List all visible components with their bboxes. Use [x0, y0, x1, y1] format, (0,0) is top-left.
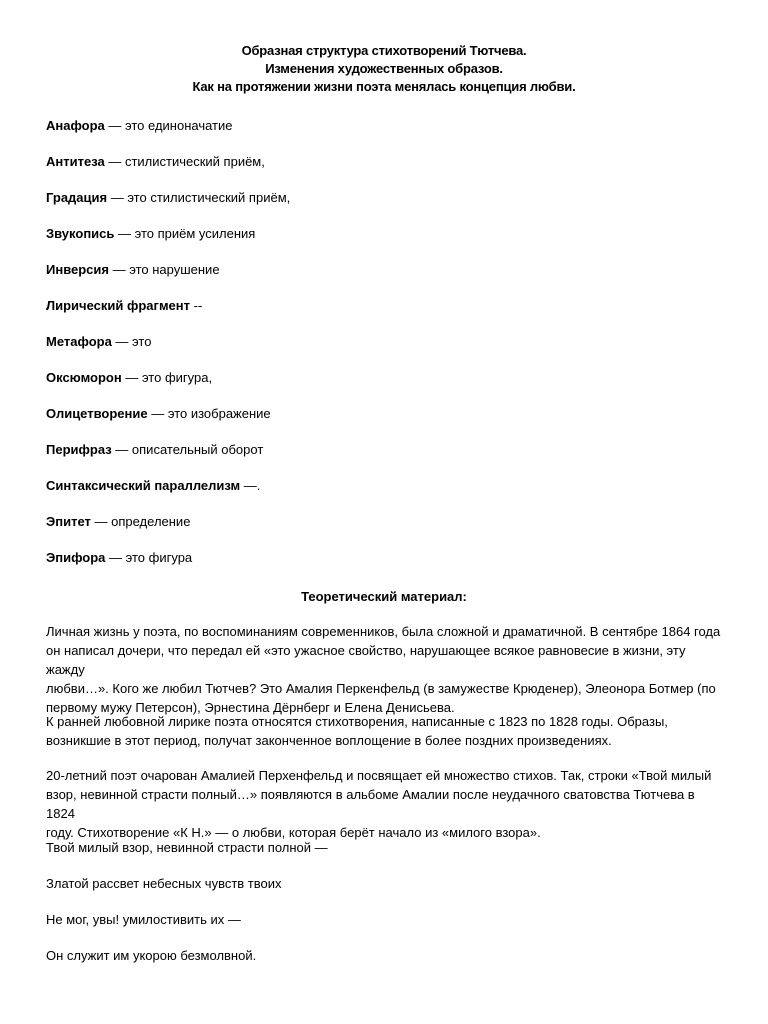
- term-lyric-fragment: [46, 297, 202, 315]
- term-definition: — стилистический приём,: [104, 154, 265, 169]
- term-name: Антитеза: [46, 154, 105, 169]
- term-definition: — описательный оборот: [111, 442, 264, 457]
- term-epithet: [46, 513, 190, 531]
- term-definition: — это фигура,: [121, 370, 213, 385]
- term-definition: — это нарушение: [109, 262, 220, 277]
- title-line-3: Как на протяжении жизни поэта менялась концепция любви.: [192, 79, 576, 94]
- paragraph-personal-life: [46, 622, 726, 717]
- title-line-1: Образная структура стихотворений Тютчева.: [241, 43, 527, 58]
- section-title: Теоретический материал:: [301, 589, 467, 604]
- term-periphrasis: [46, 441, 263, 459]
- term-definition: — определение: [90, 514, 191, 529]
- document-title: [0, 42, 768, 96]
- term-personification: [46, 405, 271, 423]
- term-name: Синтаксический параллелизм: [46, 478, 241, 493]
- term-name: Метафора: [46, 334, 112, 349]
- term-oxymoron: [46, 369, 212, 387]
- paragraph-line: он написал дочери, что передал ей «это ужасное свойство, нарушающее всякое равновесие в жизни, эту жажду: [46, 643, 686, 677]
- term-name: Олицетворение: [46, 406, 148, 421]
- term-definition: — это изображение: [147, 406, 271, 421]
- term-definition: — это приём усиления: [114, 226, 256, 241]
- paragraph-line: 20-летний поэт очарован Амалией Перхенфельд и посвящает ей множество стихов. Так, строки «Твой милый: [46, 768, 712, 783]
- term-name: Звукопись: [46, 226, 115, 241]
- term-definition: — это единоначатие: [104, 118, 233, 133]
- paragraph-line: любви…». Кого же любил Тютчев? Это Амалия Перкенфельд (в замужестве Крюденер), Элеонора Ботмер (по: [46, 681, 716, 696]
- term-name: Перифраз: [46, 442, 112, 457]
- paragraph-line: возникшие в этот период, получат законченное воплощение в более поздних произведениях.: [46, 733, 612, 748]
- term-name: Эпитет: [46, 514, 91, 529]
- term-name: Лирический фрагмент: [46, 298, 191, 313]
- paragraph-line: году. Стихотворение «К Н.» — о любви, которая берёт начало из «милого взора».: [46, 825, 541, 840]
- term-name: Анафора: [46, 118, 105, 133]
- poem-line-1: Твой милый взор, невинной страсти полной —: [46, 840, 328, 855]
- term-name: Эпифора: [46, 550, 106, 565]
- term-definition: --: [190, 298, 203, 313]
- term-anaphora: [46, 117, 233, 135]
- term-definition: — это стилистический приём,: [107, 190, 291, 205]
- paragraph-line: взор, невинной страсти полный…» появляются в альбоме Амалии после неудачного сватовства Тютчева в 1824: [46, 787, 695, 821]
- poem-line-4: Он служит им укорою безмолвной.: [46, 948, 257, 963]
- paragraph-line: первому мужу Петерсон), Эрнестина Дёрнберг и Елена Денисьева.: [46, 700, 455, 715]
- paragraph-line: Личная жизнь у поэта, по воспоминаниям современников, была сложной и драматичной. В сентябре 1864 года: [46, 624, 721, 639]
- term-definition: — это: [111, 334, 152, 349]
- term-antithesis: [46, 153, 265, 171]
- poem-line-2: Златой рассвет небесных чувств твоих: [46, 876, 282, 891]
- term-syntactic-parallelism: [46, 477, 260, 495]
- term-name: Оксюморон: [46, 370, 122, 385]
- poem-line-3: Не мог, увы! умилостивить их —: [46, 912, 241, 927]
- paragraph-line: К ранней любовной лирике поэта относятся стихотворения, написанные с 1823 по 1828 годы. Образы,: [46, 714, 668, 729]
- term-epiphora: [46, 549, 192, 567]
- term-name: Градация: [46, 190, 108, 205]
- term-definition: —.: [240, 478, 261, 493]
- term-sound-writing: [46, 225, 255, 243]
- paragraph-early-lyrics: [46, 712, 726, 750]
- term-name: Инверсия: [46, 262, 109, 277]
- title-line-2: Изменения художественных образов.: [265, 61, 503, 76]
- term-gradation: [46, 189, 290, 207]
- term-inversion: [46, 261, 220, 279]
- paragraph-amalia: [46, 766, 726, 842]
- term-definition: — это фигура: [105, 550, 193, 565]
- term-metaphor: [46, 333, 151, 351]
